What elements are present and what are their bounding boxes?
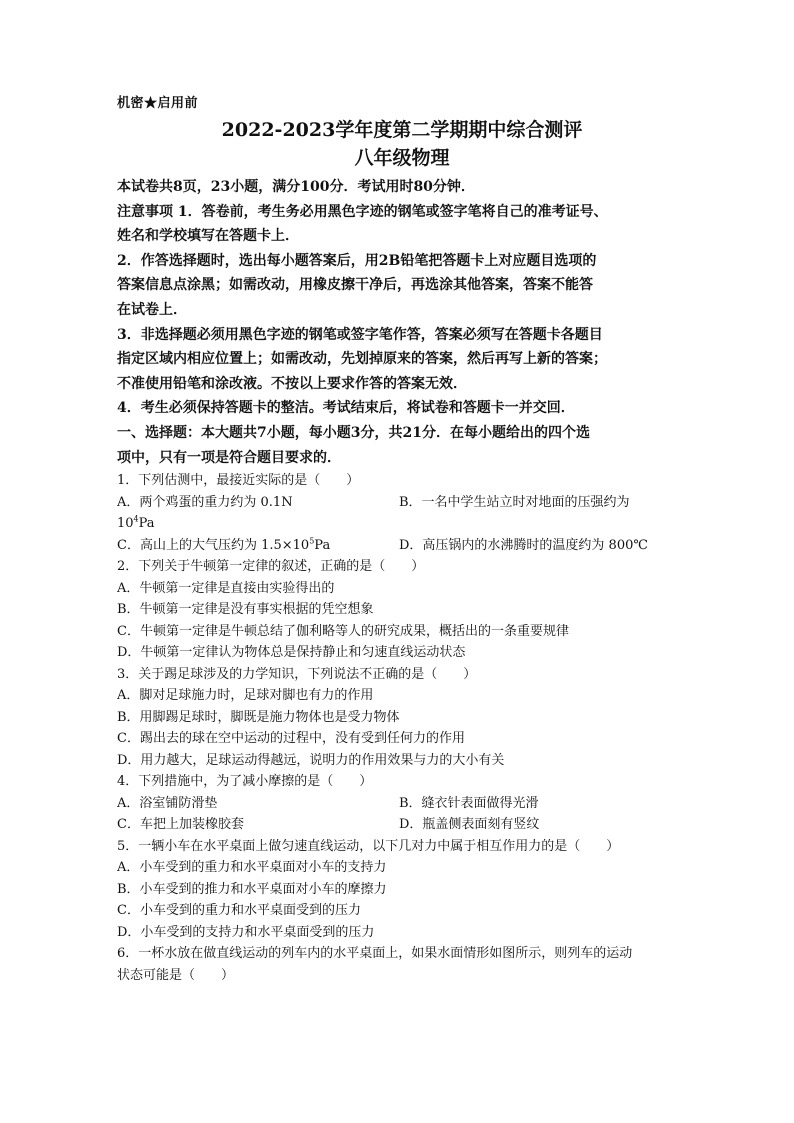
exam-title: 2022-2023学年度第二学期期中综合测评 <box>221 119 583 141</box>
option-b: B．用脚踢足球时，脚既是施力物体也是受力物体 <box>117 709 400 725</box>
instruction-line: 姓名和学校填写在答题卡上． <box>117 228 299 245</box>
option-c: C．踢出去的球在空中运动的过程中，没有受到任何力的作用 <box>117 731 465 747</box>
option-d: D．小车受到的支持力和水平桌面受到的压力 <box>117 924 375 940</box>
instruction-line: 注意事项 1．答卷前，考生务必用黑色字迹的钢笔或签字笔将自己的准考证号、 <box>117 203 608 220</box>
section-heading-line: 项中，只有一项是符合题目要求的． <box>117 449 341 466</box>
instruction-line: 3．非选择题必须用黑色字迹的钢笔或签字笔作答，答案必须写在答题卡各题目 <box>117 326 603 343</box>
power-exponent: 4 <box>133 514 139 524</box>
instruction-line: 指定区域内相应位置上；如需改动，先划掉原来的答案，然后再写上新的答案； <box>117 351 607 368</box>
question-stem: 3．关于踢足球涉及的力学知识，下列说法不正确的是（ ） <box>117 666 477 682</box>
option-c: C．车把上加装橡胶套 <box>117 817 244 833</box>
question-6 <box>117 943 687 986</box>
section-heading-line: 一、选择题：本大题共7小题，每小题3分，共21分．在每小题给出的四个选 <box>117 424 590 441</box>
instruction-line: 2．作答选择题时，选出每小题答案后，用2B铅笔把答题卡上对应题目选项的 <box>117 252 597 269</box>
instruction-line: 4．考生必须保持答题卡的整洁。考试结束后，将试卷和答题卡一并交回． <box>117 400 575 417</box>
option-b: B．牛顿第一定律是没有事实根据的凭空想象 <box>117 602 374 618</box>
option-d: D．用力越大，足球运动得越远，说明力的作用效果与力的大小有关 <box>117 752 505 768</box>
question-stem: 4．下列措施中，为了减小摩擦的是（ ） <box>117 774 373 790</box>
question-4 <box>117 771 687 836</box>
unit: Pa <box>314 537 331 553</box>
unit: Pa <box>138 516 155 532</box>
question-stem: 5．一辆小车在水平桌面上做匀速直线运动，以下几对力中属于相互作用力的是（ ） <box>117 838 620 854</box>
question-stem: 2．下列关于牛顿第一定律的叙述，正确的是（ ） <box>117 559 425 575</box>
secret-mark: 机密★启用前 <box>117 96 199 111</box>
instruction-line: 答案信息点涂黑；如需改动，用橡皮擦干净后，再选涂其他答案，答案不能答 <box>117 277 593 294</box>
option-row <box>117 814 687 836</box>
option-d: D．高压锅内的水沸腾时的温度约为 800℃ <box>399 537 648 553</box>
option-b: B．一名中学生站立时对地面的压强约为 <box>399 494 630 510</box>
option-row <box>117 535 687 557</box>
power-exponent: 5 <box>309 536 315 546</box>
option-row <box>117 492 687 514</box>
option-c: C．小车受到的重力和水平桌面受到的压力 <box>117 903 361 919</box>
section-heading <box>117 421 687 470</box>
option-a: A．牛顿第一定律是直接由实验得出的 <box>117 580 335 596</box>
question-3 <box>117 664 687 772</box>
question-5 <box>117 836 687 944</box>
instruction-line: 本试卷共8页，23小题，满分100分．考试用时80分钟． <box>117 179 475 195</box>
question-stem: 6．一杯水放在做直线运动的列车内的水平桌面上，如果水面情形如图所示，则列车的运动 <box>117 946 633 962</box>
option-b: B．小车受到的推力和水平桌面对小车的摩擦力 <box>117 881 387 897</box>
exam-page <box>117 94 687 986</box>
question-1 <box>117 470 687 556</box>
option-d: D．瓶盖侧表面刻有竖纹 <box>399 817 540 833</box>
question-stem-continuation: 状态可能是（ ） <box>117 967 235 983</box>
option-a: A．小车受到的重力和水平桌面对小车的支持力 <box>117 860 387 876</box>
exam-subtitle: 八年级物理 <box>354 147 450 169</box>
option-c: C．高山上的大气压约为 $1.5\times 10^5Pa$ <box>117 536 331 553</box>
instruction-line: 不准使用铅笔和涂改液。不按以上要求作答的答案无效． <box>117 375 467 392</box>
question-2 <box>117 556 687 664</box>
option-b-continuation <box>117 513 687 535</box>
option-a: A．浴室铺防滑垫 <box>117 795 218 811</box>
question-stem: 1．下列估测中，最接近实际的是（ ） <box>117 473 360 489</box>
option-a: A．两个鸡蛋的重力约为 0.1N <box>117 494 293 510</box>
option-c: C．牛顿第一定律是牛顿总结了伽利略等人的研究成果，概括出的一条重要规律 <box>117 623 569 639</box>
option-d: D．牛顿第一定律认为物体总是保持静止和匀速直线运动状态 <box>117 645 466 661</box>
instructions <box>117 175 687 421</box>
option-b: B．缝衣针表面做得光滑 <box>399 795 539 811</box>
instruction-line: 在试卷上． <box>117 301 187 318</box>
option-row <box>117 793 687 815</box>
option-a: A．脚对足球施力时，足球对脚也有力的作用 <box>117 688 374 704</box>
power-base: 10 <box>117 516 134 532</box>
